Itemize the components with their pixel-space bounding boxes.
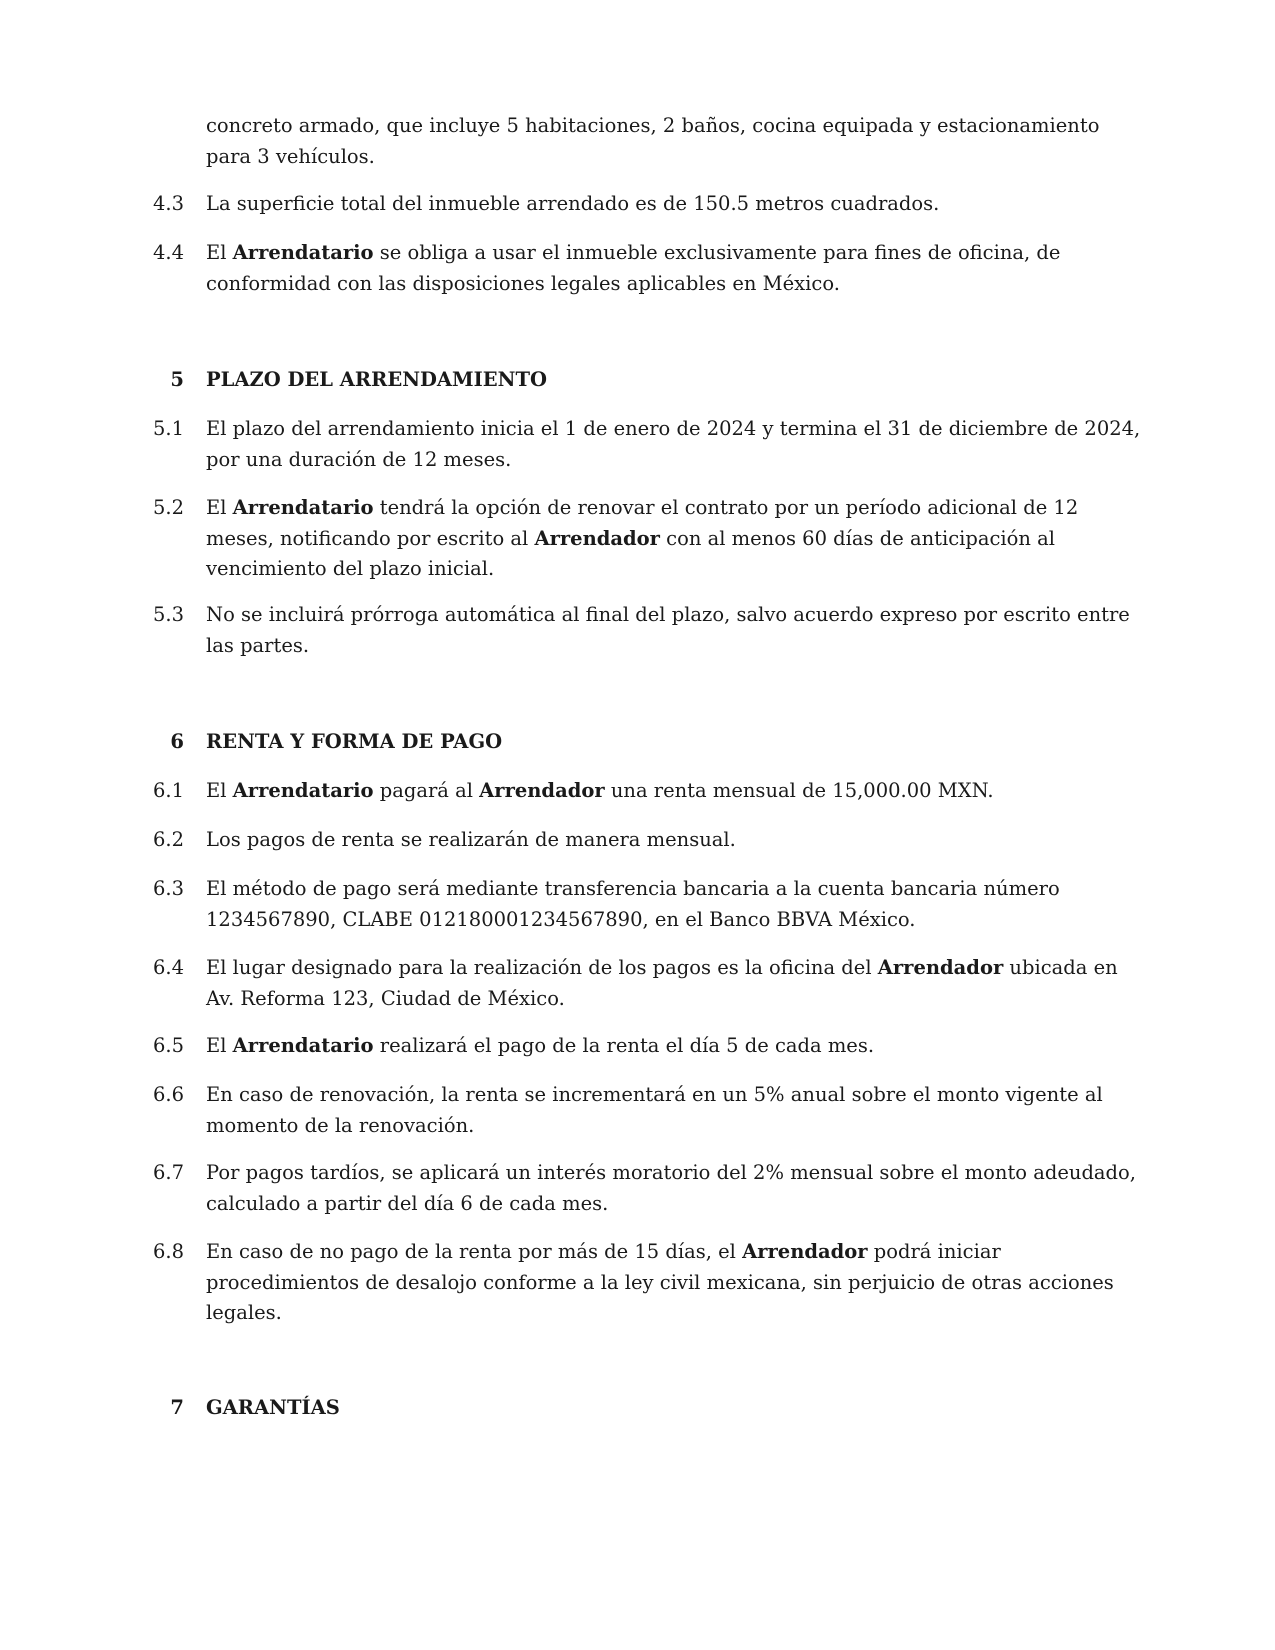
text-run: El (206, 241, 233, 264)
clause-text (206, 111, 1141, 172)
section-number: 5 (170, 368, 184, 391)
text-run: tendrá la opción de renovar el contrato por un período adicional de 12 meses, notificando por escrito al (206, 496, 1079, 550)
section-number: 7 (170, 1396, 184, 1419)
defined-term: Arrendatario (232, 779, 374, 802)
text-run: En caso de renovación, la renta se incrementará en un 5% anual sobre el monto vigente al momento de la renovación. (206, 1083, 1103, 1137)
clause-number: 6.4 (152, 956, 184, 979)
section-number: 6 (170, 730, 184, 753)
clause-number: 5.2 (152, 496, 184, 519)
clause-text (206, 600, 1141, 661)
text-run: ubicada en Av. Reforma 123, Ciudad de México. (206, 956, 1118, 1010)
text-run: pagará al (373, 779, 480, 802)
text-run: PLAZO DEL ARRENDAMIENTO (206, 368, 547, 391)
text-run: Por pagos tardíos, se aplicará un interés moratorio del 2% mensual sobre el monto adeudado, calculado a partir del día 6 de cada mes. (206, 1161, 1136, 1215)
clause-number: 6.6 (152, 1083, 184, 1106)
defined-term: Arrendador (877, 956, 1004, 979)
text-run: se obliga a usar el inmueble exclusivamente para fines de oficina, de conformidad con las disposiciones legales aplicables en México. (206, 241, 1061, 295)
clause-number: 6.2 (152, 828, 184, 851)
text-run: Los pagos de renta se realizarán de manera mensual. (206, 828, 736, 851)
clause-text (206, 776, 1141, 807)
clause-text (206, 825, 1141, 856)
text-run: El (206, 1034, 233, 1057)
section-title (206, 727, 1141, 758)
clause-text (206, 1158, 1141, 1219)
text-run: El (206, 779, 233, 802)
defined-term: Arrendador (742, 1240, 868, 1263)
clause-text (206, 874, 1141, 935)
clause-text (206, 1237, 1141, 1329)
text-run: El lugar designado para la realización de los pagos es la oficina del (206, 956, 878, 979)
clause-text (206, 1080, 1141, 1141)
section-title (206, 365, 1141, 396)
text-run: En caso de no pago de la renta por más de 15 días, el (206, 1240, 743, 1263)
section-title (206, 1393, 1141, 1424)
clause-number: 6.7 (152, 1161, 184, 1184)
clause-text (206, 414, 1141, 475)
clause-number: 5.3 (152, 603, 184, 626)
clause-text (206, 238, 1141, 299)
clause-text (206, 493, 1141, 585)
text-run: GARANTÍAS (206, 1396, 340, 1419)
defined-term: Arrendatario (232, 1034, 374, 1057)
clause-number: 6.5 (152, 1034, 184, 1057)
defined-term: Arrendatario (232, 496, 374, 519)
text-run: RENTA Y FORMA DE PAGO (206, 730, 503, 753)
defined-term: Arrendador (479, 779, 605, 802)
clause-number: 4.4 (152, 241, 184, 264)
clause-number: 4.3 (152, 192, 184, 215)
text-run: La superficie total del inmueble arrendado es de 150.5 metros cuadrados. (206, 192, 940, 215)
text-run: El (206, 496, 233, 519)
clause-number: 6.8 (152, 1240, 184, 1263)
clause-text (206, 189, 1141, 220)
text-run: El plazo del arrendamiento inicia el 1 de enero de 2024 y termina el 31 de diciembre de 2024, por una duración de 12 meses. (206, 417, 1141, 471)
text-run: concreto armado, que incluye 5 habitaciones, 2 baños, cocina equipada y estacionamiento para 3 vehículos. (206, 114, 1100, 168)
text-run: El método de pago será mediante transferencia bancaria a la cuenta bancaria número 1234567890, CLABE 012180001234567890, en el Banco BBVA México. (206, 877, 1060, 931)
clause-number: 5.1 (152, 417, 184, 440)
clause-text (206, 953, 1141, 1014)
clause-text (206, 1031, 1141, 1062)
text-run: realizará el pago de la renta el día 5 de cada mes. (373, 1034, 875, 1057)
text-run: con al menos 60 días de anticipación al vencimiento del plazo inicial. (206, 526, 1055, 580)
defined-term: Arrendatario (232, 241, 374, 264)
text-run: podrá iniciar procedimientos de desalojo conforme a la ley civil mexicana, sin perjuicio de otras acciones legales. (206, 1240, 1114, 1324)
defined-term: Arrendador (534, 526, 660, 550)
text-run: una renta mensual de 15,000.00 MXN. (604, 779, 994, 802)
text-run: No se incluirá prórroga automática al final del plazo, salvo acuerdo expreso por escrito entre las partes. (206, 603, 1130, 657)
clause-number: 6.1 (152, 779, 184, 802)
clause-number: 6.3 (152, 877, 184, 900)
